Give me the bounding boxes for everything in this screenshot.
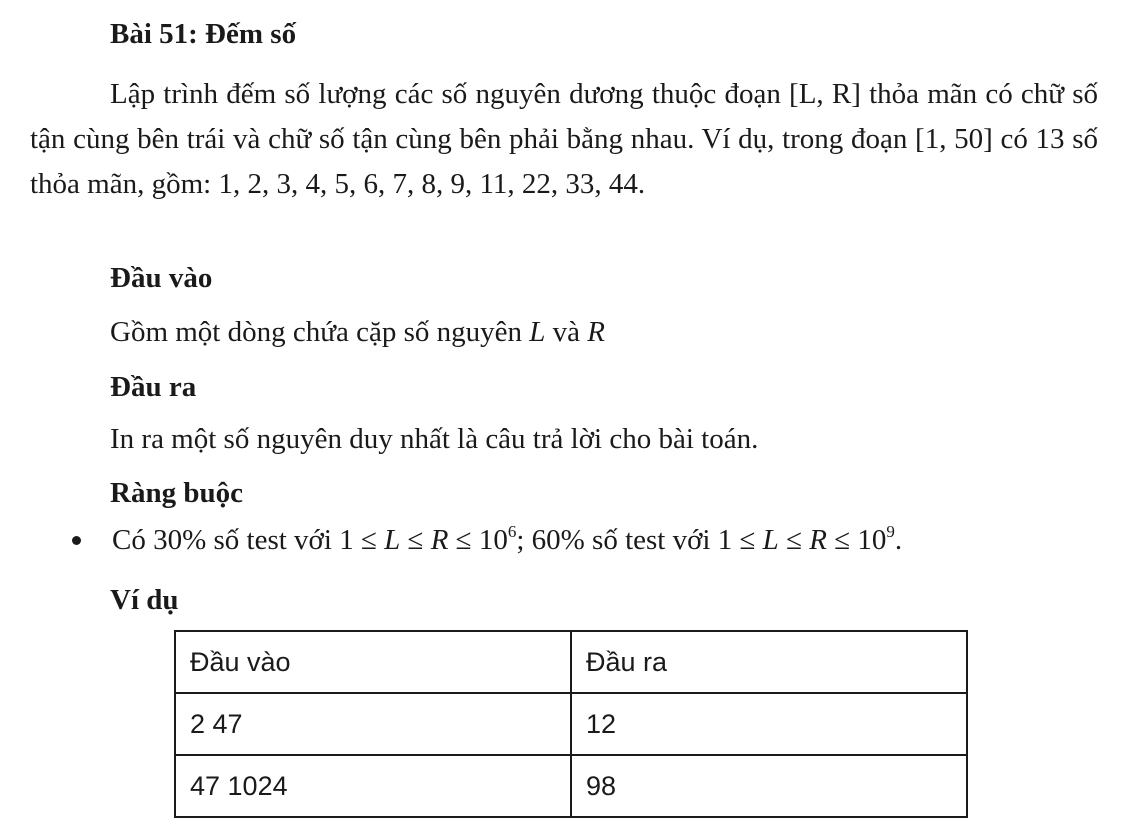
constraint-power-base: ≤ 10: [826, 524, 887, 556]
var-l: L: [529, 316, 546, 348]
var-r: R: [430, 524, 449, 556]
problem-description: [30, 72, 1098, 207]
example-table: [174, 630, 968, 818]
constraint-text-1: Có 30% số test với 1 ≤: [112, 524, 385, 556]
table-cell-output: 98: [571, 755, 967, 817]
output-description: In ra một số nguyên duy nhất là câu trả lời cho bài toán.: [110, 423, 759, 455]
table-cell-input: 47 1024: [175, 755, 571, 817]
input-heading: Đầu vào: [110, 262, 213, 294]
problem-title: Bài 51: Đếm số: [110, 18, 297, 50]
input-description: [110, 316, 605, 349]
output-heading: Đầu ra: [110, 371, 197, 403]
table-header-row: [175, 631, 967, 693]
var-l: L: [384, 524, 401, 556]
description-text: Lập trình đếm số lượng các số nguyên dương thuộc đoạn [L, R] thỏa mãn có chữ số tận cùng bên trái và chữ số tận cùng bên phải bằng nhau. Ví dụ, trong đoạn [1, 50] có 13 số thỏa mãn, gồm: 1, 2, 3, 4, 5, 6, 7, 8, 9, 11, 22, 33, 44.: [30, 78, 1098, 200]
constraint-end: .: [894, 524, 903, 556]
constraints-heading: Ràng buộc: [110, 477, 243, 509]
table-header-cell: Đầu ra: [571, 631, 967, 693]
table-row: [175, 755, 967, 817]
bullet-icon: [72, 536, 81, 545]
input-text-mid: và: [545, 316, 588, 348]
var-r: R: [587, 316, 605, 348]
var-l: L: [762, 524, 779, 556]
constraint-power-base: ≤ 10: [448, 524, 508, 556]
table-cell-output: 12: [571, 693, 967, 755]
constraint-exponent: 9: [886, 522, 895, 541]
table-header-cell: Đầu vào: [175, 631, 571, 693]
table-cell-input: 2 47: [175, 693, 571, 755]
constraint-op: ≤: [400, 524, 431, 556]
table-row: [175, 693, 967, 755]
constraint-op: ≤: [778, 524, 810, 556]
constraint-item: [112, 524, 902, 557]
example-heading: Ví dụ: [110, 584, 179, 616]
constraint-text-2: ; 60% số test với 1 ≤: [516, 524, 763, 556]
constraint-exponent: 6: [507, 522, 517, 541]
var-r: R: [809, 524, 827, 556]
input-text: Gồm một dòng chứa cặp số nguyên: [110, 316, 530, 348]
